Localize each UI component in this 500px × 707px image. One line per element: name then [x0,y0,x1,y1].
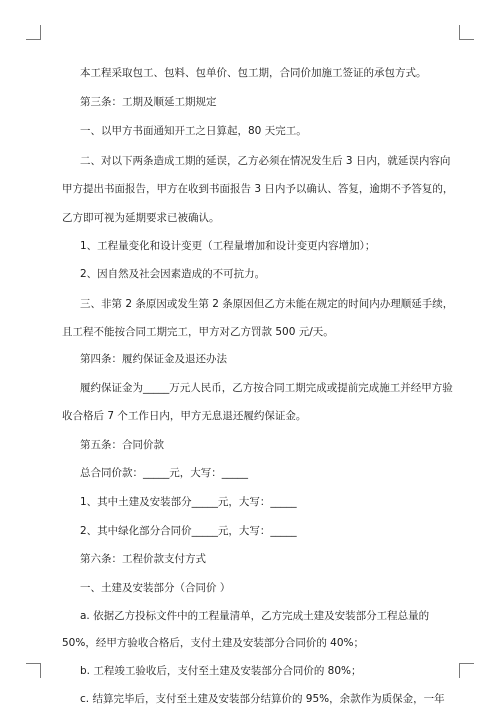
text-line: 乙方即可视为延期要求已被确认。 [62,212,220,224]
text-line: 50%，经甲方验收合格后，支付土建及安装部分合同价的 40%； [62,637,365,649]
text-line: 1、工程量变化和设计变更（工程量增加和设计变更内容增加）； [80,240,376,252]
section-heading: 第四条：履约保证金及退还办法 [80,353,227,365]
text-line: 二、对以下两条造成工期的延误，乙方必须在情况发生后 3 日内，就延误内容向 [80,155,451,167]
text-line: 2、因自然及社会因素造成的不可抗力。 [80,268,266,280]
text-line: 1、其中土建及安装部分_____元，大写：_____ [80,496,297,508]
text-line: 本工程采取包工、包料、包单价、包工期，合同价加施工签证的承包方式。 [80,67,427,79]
crop-mark-bottom-left [26,663,41,678]
text-line: c. 结算完毕后，支付至土建及安装部分结算价的 95%，余款作为质保金，一年 [80,693,445,705]
section-heading: 第五条：合同价款 [80,439,164,451]
text-line: 且工程不能按合同工期完工，甲方对乙方罚款 500 元/天。 [62,326,334,338]
crop-mark-bottom-right [459,663,474,678]
text-line: a. 依据乙方投标文件中的工程量清单，乙方完成土建及安装部分工程总量的 [80,610,430,622]
text-line: 一、以甲方书面通知开工之日算起，80 天完工。 [80,125,307,137]
text-line: 三、非第 2 条原因或发生第 2 条原因但乙方未能在规定的时间内办理顺延手续， [80,298,454,310]
section-heading: 第三条：工期及顺延工期规定 [80,96,217,108]
crop-mark-top-right [459,25,474,40]
text-line: b. 工程竣工验收后，支付至土建及安装部分合同价的 80%； [80,665,362,677]
text-line: 收合格后 7 个工作日内，甲方无息退还履约保证金。 [62,410,307,422]
text-line: 履约保证金为_____万元人民币，乙方按合同工期完成或提前完成施工并经甲方验 [80,382,453,394]
text-line: 一、土建及安装部分（合同价 ） [80,582,231,594]
text-line: 总合同价款：_____元，大写：_____ [80,467,248,479]
crop-mark-top-left [26,25,41,40]
section-heading: 第六条：工程价款支付方式 [80,553,206,565]
text-line: 2、其中绿化部分合同价_____元，大写：_____ [80,525,297,537]
text-line: 甲方提出书面报告，甲方在收到书面报告 3 日内予以确认、答复，逾期不予答复的， [62,183,454,195]
